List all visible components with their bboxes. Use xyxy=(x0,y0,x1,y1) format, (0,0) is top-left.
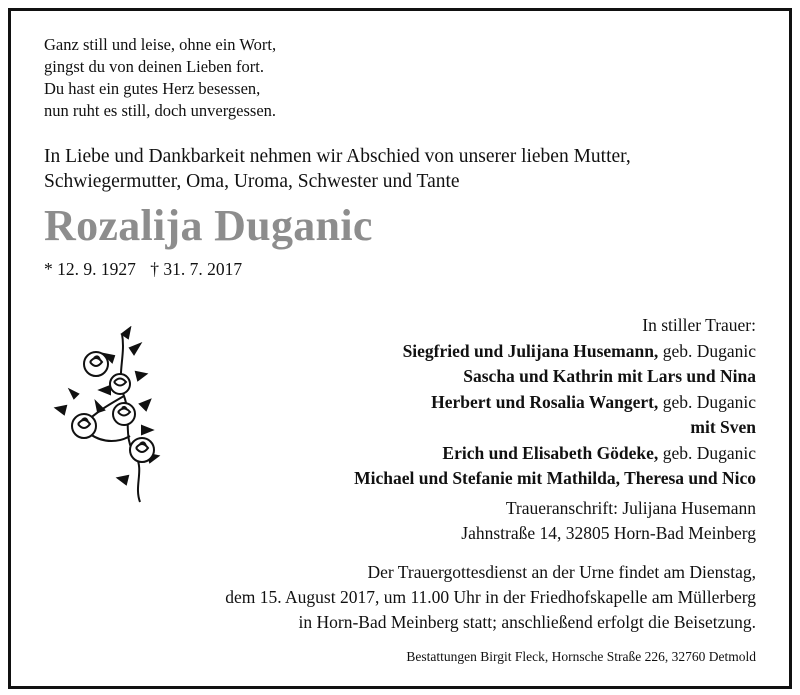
mourners-list xyxy=(354,313,756,492)
mourner-note: geb. Duganic xyxy=(658,340,756,361)
mourner-line xyxy=(354,339,756,365)
service-line: in Horn-Bad Meinberg statt; anschließend erfolgt die Beisetzung. xyxy=(298,612,756,632)
mourner-names: Sascha und Kathrin mit Lars und Nina xyxy=(463,366,756,386)
mourner-names: Herbert und Rosalia Wangert, xyxy=(431,391,659,412)
mourners-heading: In stiller Trauer: xyxy=(642,315,756,335)
mourner-names: Michael und Stefanie mit Mathilda, Theresa und Nico xyxy=(354,468,756,488)
poem-line: Ganz still und leise, ohne ein Wort, xyxy=(44,35,277,54)
deceased-name: Rozalija Duganic xyxy=(44,201,373,250)
service-info xyxy=(225,560,756,635)
mourner-note: geb. Duganic xyxy=(658,391,756,412)
address-line: Jahnstraße 14, 32805 Horn-Bad Meinberg xyxy=(461,523,756,543)
service-line: Der Trauergottesdienst an der Urne findet am Dienstag, xyxy=(367,562,756,582)
life-dates xyxy=(44,259,252,280)
service-line: dem 15. August 2017, um 11.00 Uhr in der Friedhofskapelle am Müllerberg xyxy=(225,587,756,607)
mourner-line xyxy=(354,390,756,416)
poem-line: nun ruht es still, doch unvergessen. xyxy=(44,101,277,120)
mourner-line xyxy=(354,441,756,467)
death-date: † 31. 7. 2017 xyxy=(150,259,243,279)
poem xyxy=(44,34,276,122)
funeral-home: Bestattungen Birgit Fleck, Hornsche Straße 226, 32760 Detmold xyxy=(406,649,756,664)
mourner-line xyxy=(354,466,756,492)
birth-date: * 12. 9. 1927 xyxy=(44,259,136,279)
mourner-names: Erich und Elisabeth Gödeke, xyxy=(442,442,659,463)
mourner-note: geb. Duganic xyxy=(658,442,756,463)
roses-icon xyxy=(44,326,164,504)
intro-line: Schwiegermutter, Oma, Uroma, Schwester und Tante xyxy=(44,171,460,192)
mourner-names: Siegfried und Julijana Husemann, xyxy=(402,340,659,361)
poem-line: gingst du von deinen Lieben fort. xyxy=(44,57,264,76)
poem-line: Du hast ein gutes Herz besessen, xyxy=(44,79,261,98)
mourner-names: mit Sven xyxy=(690,417,756,437)
mourner-line xyxy=(354,415,756,441)
intro-text xyxy=(44,144,631,194)
address-line: Traueranschrift: Julijana Husemann xyxy=(505,498,756,518)
intro-line: In Liebe und Dankbarkeit nehmen wir Abschied von unserer lieben Mutter, xyxy=(44,146,631,167)
mourner-line xyxy=(354,364,756,390)
mourning-address xyxy=(461,496,756,546)
